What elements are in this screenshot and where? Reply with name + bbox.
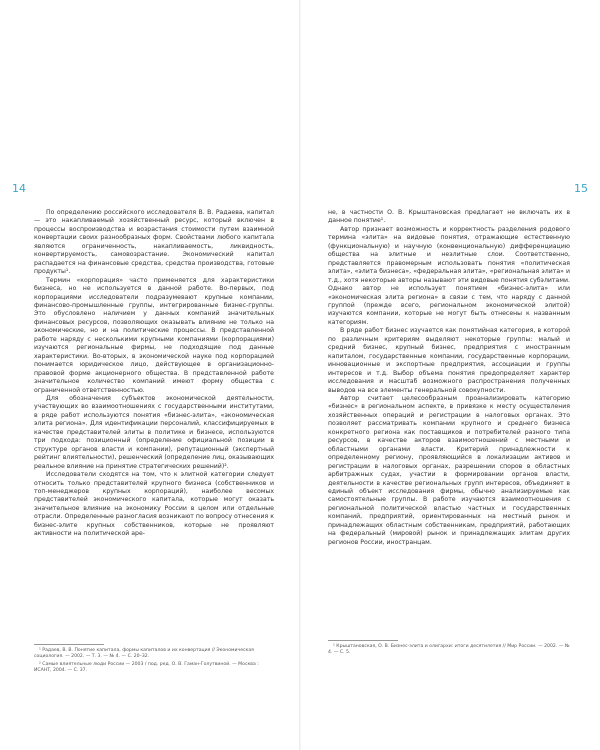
footnote-divider xyxy=(34,644,104,645)
page-number: 14 xyxy=(12,182,26,195)
paragraph: Для обозначения субъектов экономической деятельности, участвующих во взаимоотношениях с государственными институтами, в ряде работ используются понятия «бизнес-элита», «экономическая элита региона». Для идентификации персоналий, классифицируемых в качестве представителей элиты в политике и бизнесе, используются три подхода: позиционный (определение официальной позиции в структуре органов власти и компании), репутационный (экспертный рейтинг влиятельности), решенческий (определение лиц, оказывающих реальное влияние на принятие стратегических решений)². xyxy=(34,394,274,470)
footnote: ² Самые влиятельные люди России — 2003 / под. ред. О. В. Гаман-Голутвиной. — Москва : ИСАНТ, 2004. — С. 37. xyxy=(34,661,259,674)
body-text xyxy=(34,209,274,539)
paragraph: По определению российского исследователя В. В. Радаева, капитал — это накапливаемый хозяйственный ресурс, который включен в процессы воспроизводства и возрастания стоимости путем взаимной конвертации своих разнообразных форм. Свойствами любого капитала являются ограниченность, накапливаемость, ликвидность, конвертируемость, самовозрастание. Экономический капитал распадается на финансовые средства, средства производства, готовые продукты¹. xyxy=(34,209,274,276)
footnote: ¹ Крыштановская, О. В. Бизнес-элита и олигархи: итоги десятилетия // Мир России. — 2002. — № 4. — С. 5. xyxy=(328,644,570,656)
body-text xyxy=(328,209,570,547)
paragraph: Автор признает возможность и корректность разделения родового термина «элита» на видовые понятия, отражающие естественную (функциональную) и научную (конвенциональную) дифференциацию общества на элитные и неэлитные слои. Соответственно, представляется правомерным использовать понятия «политическая элита», «элита бизнеса», «федеральная элита», «региональная элита» и т.д., хотя некоторые авторы называют эти видовые понятия субэлитами. Однако автор не использует понятием «бизнес-элита» или «экономическая элита региона» в связи с тем, что наряду с данной группой (прежде всего, региональном экономической элитой) изучаются компании, которые не могут быть отнесены к названным категориям. xyxy=(328,225,570,326)
paragraph: Термин «корпорация» часто применяется для характеристики бизнеса, но не используется в данной работе. Во-первых, под корпорациями исследователи подразумевают крупные компании, финансово-промышленные группы, интегрированные бизнес-группы. Это обусловлено наличием у данных компаний значительных финансовых ресурсов, позволяющих оказывать влияние не только на экономические, но и на политические процессы. В представленной работе наряду с несколькими крупными компаниями (корпорациями) изучаются региональные фирмы, не подходящие под данные характеристики. Во-вторых, в экономической науке под корпорацией понимается юридическое лицо, действующее в организационно-правовой форме акционерного общества. В представленной работе значительное количество компаний имеют форму общества с ограниченной ответственностью. xyxy=(34,276,274,394)
footnote-divider xyxy=(328,640,398,641)
paragraph: В ряде работ бизнес изучается как понятийная категория, в которой по различным критериям выделяют некоторые группы: малый и средний бизнес, крупный бизнес, предприятия с иностранным капиталом, государственные компании, государственные корпорации, инновационные и экспортные предприятия, ассоциации и группы интересов и т.д. Выбор объема понятия предопределяет характер исследования и масштаб возможного распространения полученных выводов на все элементы генеральной совокупности. xyxy=(328,327,570,394)
right-page xyxy=(300,0,600,750)
page-number: 15 xyxy=(574,182,588,195)
footnotes xyxy=(328,644,570,658)
paragraph: Автор считает целесообразным проанализировать категорию «бизнес» в региональном аспекте, в привязке к месту осуществления хозяйственных операций и регистрации в налоговых органах. Это позволяет рассматривать компании крупного и среднего бизнеса конкретного региона как поставщиков и потребителей разного типа ресурсов, в качестве акторов взаимоотношений с местными и областными органами власти. Критерий принадлежности к определенному региону, проявляющийся в локализации активов и регистрации в налоговых органах, разрешении споров в областных арбитражных судах, участии в формировании органов власти, деятельности в качестве региональных групп интересов, объединяет в единый объект исследования фирмы, обычно анализируемые как самостоятельные группы. В работе изучаются взаимоотношения с региональной политической властью частных и государственных компаний, предприятий, ориентированных на местный рынок и принадлежащих областным собственникам, предприятий, работающих на федеральный (мировой) рынок и принадлежащих элитам других регионов России, иностранцам. xyxy=(328,394,570,546)
footnotes xyxy=(34,648,274,676)
paragraph: не, в частности О. В. Крыштановская предлагает не включать их в данное понятие¹. xyxy=(328,209,570,225)
footnote: ¹ Радаев, В. В. Понятие капитала, формы капиталов и их конвертация // Экономическая социология. — 2002. — Т. 3. — № 4. — С. 20–32. xyxy=(34,648,254,660)
paragraph: Исследователи сходятся на том, что к элитной категории следует относить только представителей крупного бизнеса (собственников и топ-менеджеров крупных корпораций), наиболее весомых представителей экономического капитала, которые могут оказать значительное влияние на экономику России в целом или отдельные отрасли. Определенные разногласия возникают по вопросу отнесения к бизнес-элите крупных собственников, которые не проявляют активности на политической аре- xyxy=(34,471,274,538)
